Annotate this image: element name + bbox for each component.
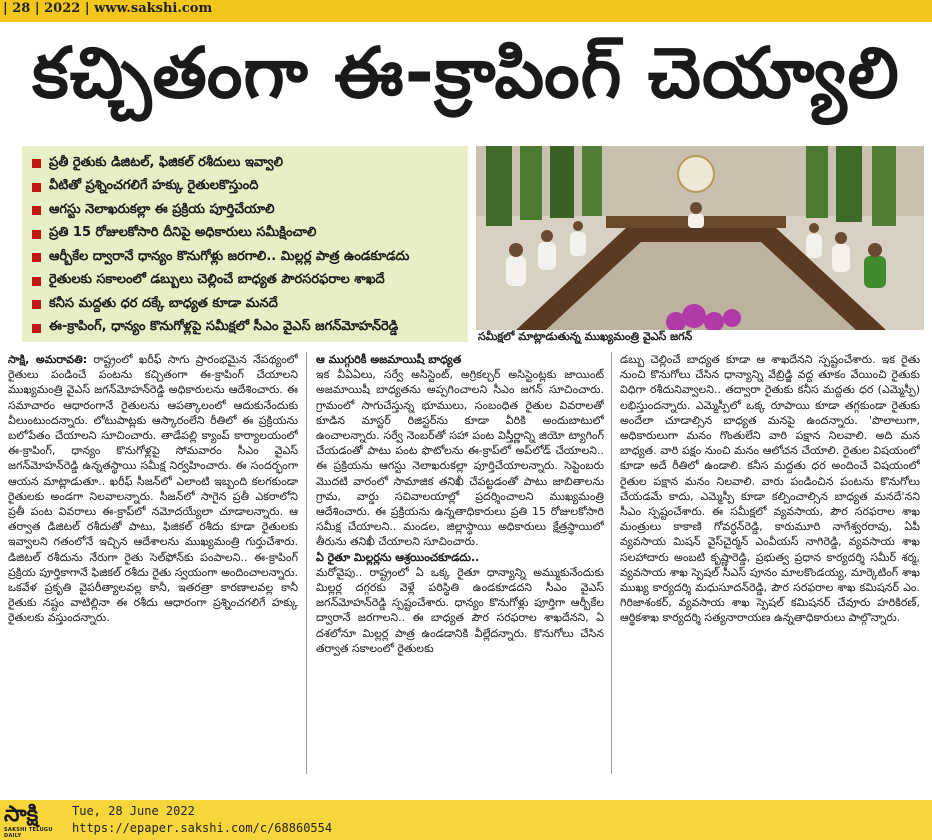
subheading: ఆ ముగ్గురికీ అజమాయిషీ బాధ్యత <box>316 353 462 366</box>
highlight-text: ప్రతి 15 రోజులకోసారి దీనిపై అధికారులు సమీక్షించాలి <box>49 225 317 241</box>
subheading: ఏ రైతూ మిల్లర్లను ఆశ్రయించకూడదు.. <box>316 550 480 564</box>
sakshi-logo <box>4 803 62 837</box>
footer-date: Tue, 28 June 2022 <box>72 804 195 818</box>
highlight-item <box>32 176 460 200</box>
article-text: ఇక వీఏఏలు, సర్వే అసిస్టెంట్, అగ్రికల్చర్ అసిస్టెంట్లకు జాయింట్ అజమాయిషీ బాధ్యతను అప్పగించాలని సీఎం జగన్ సూచించారు. గ్రామంలో సాగుచేస్తున్న భూములు, సంబంధిత రైతుల వివరాలతో కూడిన మాస్టర్ రిజిస్టర్‌ను కూడా వీరికి అందుబాటులో ఉంచాలన్నారు. సర్వే నెంబర్‌తో సహా పంట విస్తీర్ణాన్ని జియో ట్యాగింగ్ చేయడంతో పాటు పంట ఫొటోలను ఈ-క్రాప్‌లో అప్‌లోడ్ చేయాలని.. ఈ ప్రక్రియను ఆగస్టు నెలాఖరుకల్లా పూర్తిచేయాలన్నారు. సెప్టెంబరు మొదటి వారంలో సామాజిక తనిఖీ చేపట్టడంతో పాటు జాబితాలను గ్రామ, వార్డు సచివాలయాల్లో ప్రదర్శించాలని ముఖ్యమంత్రి ఆదేశించారు. ఈ ప్రక్రియను ఉన్నతాధికారులు ప్రతి 15 రోజులకోసారి సమీక్ష చేయాలని.. మండల, జిల్లాస్థాయి అధికారులు క్షేత్రస్థాయిలో తీరును తనిఖీ చేయాలని సూచించారు. <box>316 368 604 549</box>
highlight-item <box>32 270 460 294</box>
red-square-icon <box>32 230 41 239</box>
highlights-box <box>22 146 468 342</box>
highlight-item <box>32 293 460 317</box>
top-strip <box>0 0 932 22</box>
article-column-3 <box>620 352 920 776</box>
logo-subtitle: SAKSHI TELUGU DAILY <box>4 827 53 839</box>
highlight-text: వీటితో ప్రశ్నించగలిగే హక్కు రైతులకొస్తుంది <box>49 178 259 194</box>
dateline: సాక్షి, అమరావతి: <box>8 353 88 366</box>
highlight-item <box>32 152 460 176</box>
meeting-photo <box>476 146 924 330</box>
column-divider <box>611 352 612 774</box>
headline <box>0 22 932 140</box>
highlight-text: ఈ-క్రాపింగ్, ధాన్యం కొనుగోళ్లపై సమీక్షలో సీఎం వైఎస్ జగన్‌మోహన్‌రెడ్డి <box>49 319 399 335</box>
red-square-icon <box>32 253 41 262</box>
red-square-icon <box>32 277 41 286</box>
meeting-photo-illustration <box>476 146 924 330</box>
highlight-text: కనీస మద్దతు ధర దక్కే బాధ్యత కూడా మనదే <box>49 295 278 311</box>
red-square-icon <box>32 324 41 333</box>
highlight-item <box>32 246 460 270</box>
highlight-text: ఆర్బీకేల ద్వారానే ధాన్యం కొనుగోళ్లు జరగాలి.. మిల్లర్ల పాత్ర ఉండకూడదు <box>49 248 410 264</box>
article-column-1 <box>8 352 298 776</box>
footer-bar <box>0 800 932 840</box>
article-text: రాష్ట్రంలో ఖరీఫ్ సాగు ప్రారంభమైన నేపథ్యంలో రైతులు పండించే పంటను కచ్చితంగా ఈ-క్రాపింగ్ చేయాలని ముఖ్యమంత్రి వైఎస్ జగన్‌మోహన్‌రెడ్డి అధికారులను ఆదేశించారు. ఈ సమాచారం ఆధారంగానే రైతులను ఆపత్కాలంలో ఆదుకునేందుకు వీలుంటుందన్నారు. లోటుపాట్లకు ఆస్కారంలేని రీతిలో ఈ ప్రక్రియను బలోపేతం చేయాలని సూచించారు. తాడేపల్లి క్యాంప్ కార్యాలయంలో ఈ-క్రాపింగ్, ధాన్యం కొనుగోళ్లపై సోమవారం సీఎం వైఎస్ జగన్‌మోహన్‌రెడ్డి ఉన్నతస్థాయి సమీక్ష నిర్వహించారు. ఈ సందర్భంగా ఆయన మాట్లాడుతూ.. ఖరీఫ్ సీజన్‌లో ఎలాంటి ఇబ్బంది కలగకుండా రైతులకు అండగా నిలవాలన్నారు. సీజన్‌లో సాగైన ప్రతీ ఎకరాలోని ప్రతీ పంట వివరాలు ఈ-క్రాప్‌లో నమోదయ్యేలా చూడాలన్నారు. ఆ తర్వాత డిజిటల్ రశీదుతో పాటు, ఫిజికల్ రశీదు కూడా రైతులకు ఇవ్వాలని గతంలోనే ఇచ్చిన ఆదేశాలను ముఖ్యమంత్రి గుర్తుచేశారు. డిజిటల్ రశీదును నేరుగా రైతు సెల్‌ఫోన్‌కు పంపాలని.. ఈ-క్రాపింగ్ ప్రక్రియ పూర్తికాగానే ఫిజికల్ రశీదు రైతు స్వయంగా అందించాలన్నారు. ఒకవేళ ప్రకృతి వైపరీత్యాలవల్ల కానీ, ఇతరత్రా కారణాలవల్ల కానీ రైతుకు నష్టం వాటిల్లినా ఈ రశీదు ఆధారంగా ప్రశ్నించగలిగే హక్కు రైతులకు వస్తుందన్నారు. <box>8 353 298 625</box>
red-square-icon <box>32 183 41 192</box>
red-square-icon <box>32 300 41 309</box>
column-divider <box>306 352 307 774</box>
highlight-text: రైతులకు సకాలంలో డబ్బులు చెల్లించే బాధ్యత పౌరసరఫరాల శాఖదే <box>49 272 385 288</box>
article-text: డబ్బు చెల్లించే బాధ్యత కూడా ఆ శాఖదేనని స్పష్టంచేశారు. ఇక రైతు నుంచి కొనుగోలు చేసిన ధాన్యాన్ని వేబ్రిడ్జి వద్ద తూకం వేయించి రైతుకు విధిగా రశీదునివ్వాలని.. తద్వారా రైతుకు కనీస మద్దతు ధర (ఎమ్మెస్పీ) లభిస్తుందన్నారు. ఎమ్మెస్పీలో ఒక్క రూపాయి కూడా తగ్గకుండా రైతుకు అందేలా చూడాల్సిన బాధ్యత మనపై ఉందన్నారు. 'పొలాలుగా, అధికారులుగా మనం గొంతులేని వారి పక్షాన నిలవాలి. అది మన బాధ్యత. వారి పక్షం నుంచి మనం ఆలోచన చేయాలి. రైతుల విషయంలో కూడా అదే రీతిలో ఉండాలి. కనీస మద్దతు ధర అందించే విషయంలో రైతుల పక్షాన మనం నిలవాలి. వారు పండించిన పంటను కొనుగోలు చేయడమే కాదు, ఎమ్మెస్పీ కూడా కల్పించాల్సిన బాధ్యత మనదే'నని సీఎం స్పష్టంచేశారు. ఈ సమీక్షలో వ్యవసాయ, పౌర సరఫరాల శాఖ మంత్రులు కాకాణి గోవర్ధన్‌రెడ్డి, కారుమూరి నాగేశ్వరరావు, ఏపీ వ్యవసాయ మిషన్ వైస్‌చైర్మన్ ఎంవీయస్ నాగిరెడ్డి, వ్యవసాయ శాఖ సలహాదారు అంబటి కృష్ణారెడ్డి, ప్రభుత్వ ప్రధాన కార్యదర్శి సమీర్ శర్మ, వ్యవసాయ శాఖ స్పెషల్ సీఎస్ పూనం మాలకొండయ్య, మార్కెటింగ్ శాఖ ముఖ్య కార్యదర్శి మధుసూదన్‌రెడ్డి, పౌర సరఫరాల శాఖ కమిషనర్ ఎం. గిరిజాశంకర్, వ్యవసాయ శాఖ స్పెషల్ కమిషనర్ చేవూరు హరికిరణ్, ఆర్థికశాఖ కార్యదర్శి సత్యనారాయణ ఉన్నతాధికారులు పాల్గొన్నారు. <box>620 353 920 625</box>
article-text: మరోవైపు.. రాష్ట్రంలో ఏ ఒక్క రైతూ ధాన్యాన్ని అమ్ముకునేందుకు మిల్లర్ల దగ్గరకు వెళ్లే పరిస్థితి ఉండకూడదని సీఎం వైఎస్ జగన్‌మోహన్‌రెడ్డి స్పష్టంచేశారు. ధాన్యం కొనుగోళ్లు పూర్తిగా ఆర్బీకేల ద్వారానే జరగాలని.. ఈ బాధ్యత పౌర సరఫరాల శాఖదేనని, ఏ దశలోనూ మిల్లర్ల పాత్ర ఉండడానికి వీల్లేదన్నారు. కొనుగోలు చేసిన తర్వాత సకాలంలో రైతులకు <box>316 565 604 655</box>
page-info: | 28 | 2022 | www.sakshi.com <box>3 1 213 16</box>
highlight-item <box>32 317 460 341</box>
red-square-icon <box>32 206 41 215</box>
highlight-item <box>32 223 460 247</box>
red-square-icon <box>32 159 41 168</box>
highlight-item <box>32 199 460 223</box>
logo-word: సాక్షి <box>4 802 39 827</box>
article-column-2 <box>316 352 604 776</box>
headline-text: కచ్చితంగా ఈ-క్రాపింగ్ చెయ్యాలి <box>32 31 900 114</box>
highlight-text: ఆగస్టు నెలాఖరుకల్లా ఈ ప్రక్రియ పూర్తిచేయాలి <box>49 201 275 217</box>
footer-url[interactable]: https://epaper.sakshi.com/c/68860554 <box>72 821 333 835</box>
photo-caption: సమీక్షలో మాట్లాడుతున్న ముఖ్యమంత్రి వైఎస్ జగన్ <box>478 330 693 343</box>
highlight-text: ప్రతీ రైతుకు డిజిటల్, ఫిజికల్ రశీదులు ఇవ్వాలి <box>49 154 284 170</box>
